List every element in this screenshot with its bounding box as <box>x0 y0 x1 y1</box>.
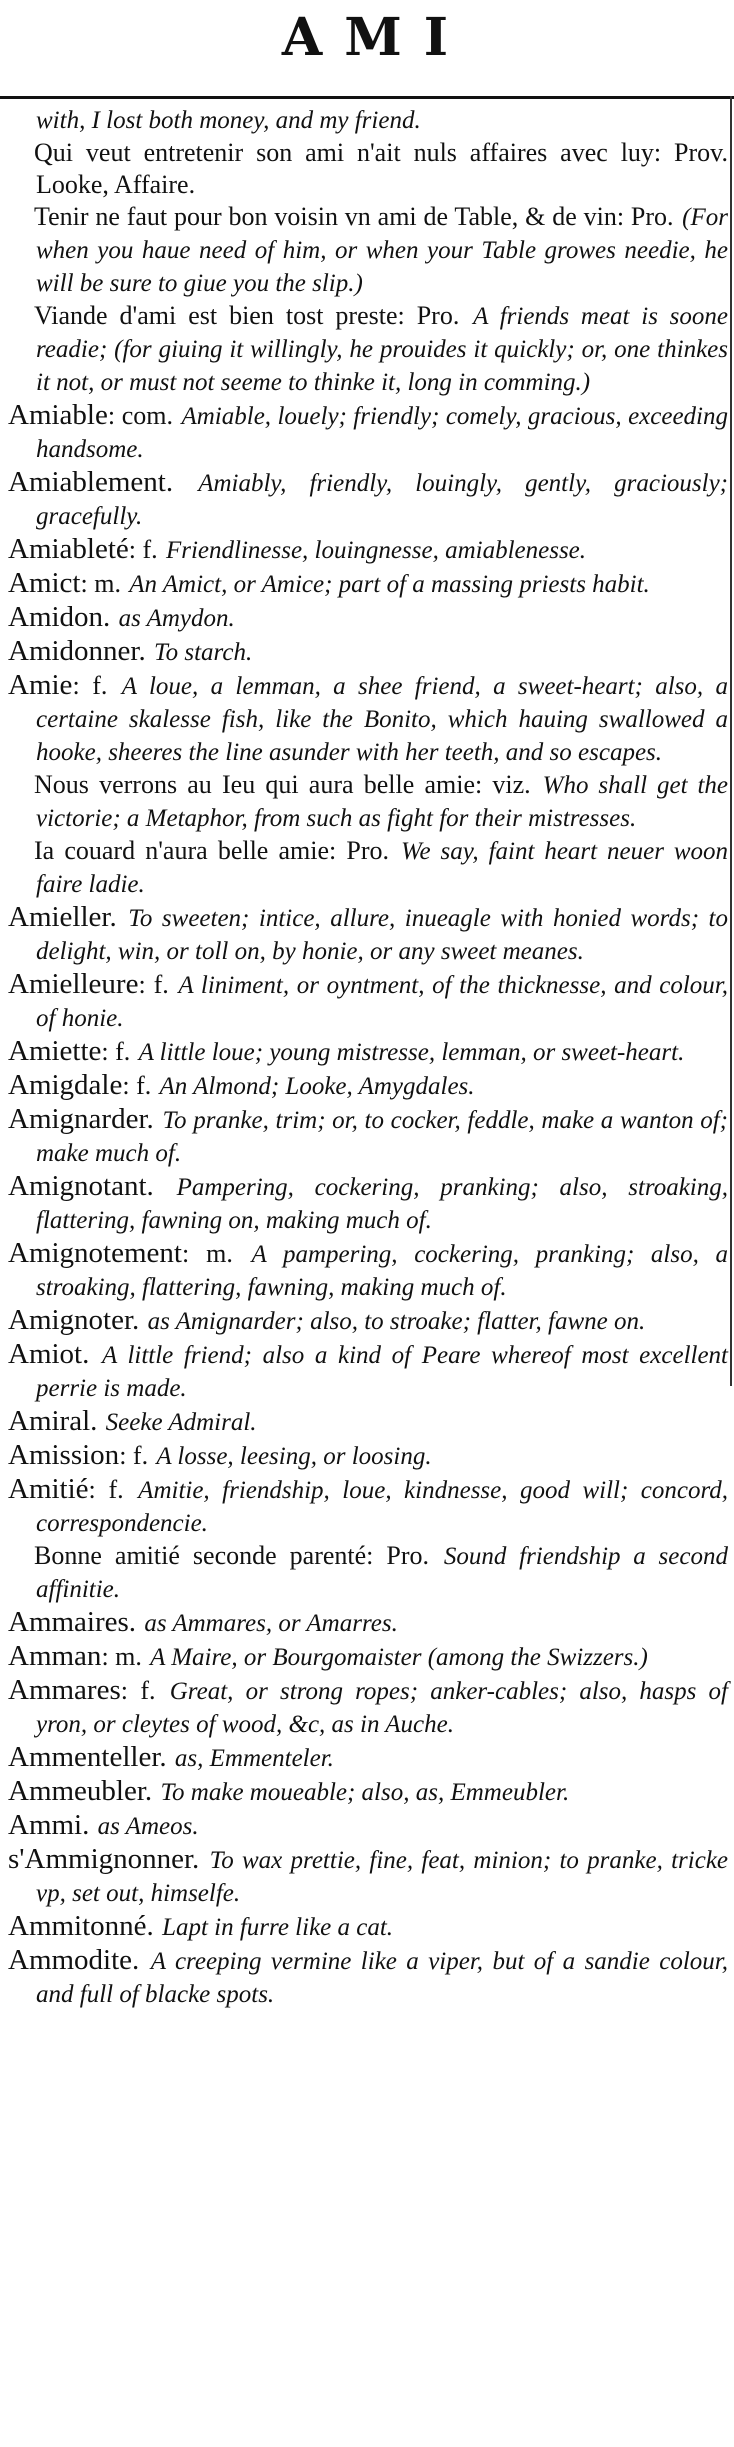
dictionary-entry <box>6 1606 728 1640</box>
english-definition: A Maire, or Bourgomaister (among the Swizzers.) <box>150 1644 648 1671</box>
dictionary-entry <box>6 1944 728 2011</box>
dictionary-entry <box>6 399 728 466</box>
headword: Amitié <box>8 1473 89 1505</box>
headword: Amignarder. <box>8 1103 154 1135</box>
dictionary-entry <box>6 968 728 1035</box>
dictionary-entry <box>6 1237 728 1304</box>
french-text: : f. <box>101 1037 131 1066</box>
sub-entry <box>6 835 728 901</box>
english-definition: as Ammares, or Amarres. <box>144 1610 398 1637</box>
headword: Amignotant. <box>8 1170 154 1202</box>
dictionary-entry <box>6 1103 728 1170</box>
dictionary-entry <box>6 567 728 601</box>
english-definition: Sound friendship a second affinitie. <box>36 1543 728 1603</box>
dictionary-entry <box>6 466 728 533</box>
english-definition: as, Emmenteler. <box>174 1745 334 1772</box>
headword: Amie <box>8 669 73 701</box>
english-definition: An Almond; Looke, Amygdales. <box>159 1073 475 1100</box>
dictionary-entry <box>6 1338 728 1405</box>
header-rule <box>0 96 734 99</box>
sub-entry <box>6 769 728 835</box>
english-definition: Friendlinesse, louingnesse, amiablenesse. <box>165 537 587 564</box>
headword: Amission <box>8 1439 120 1471</box>
french-text: Qui veut entretenir son ami n'ait nuls affaires avec luy: Prov. Looke, Affaire. <box>34 138 728 199</box>
page-header: AMI <box>281 7 471 68</box>
dictionary-entry <box>6 669 728 769</box>
dictionary-entry <box>6 1405 728 1439</box>
dictionary-entry <box>6 1910 728 1944</box>
english-definition: with, I lost both money, and my friend. <box>36 107 421 134</box>
headword: Ammodite. <box>8 1944 140 1976</box>
headword: Ammaires. <box>8 1606 137 1638</box>
french-text: Viande d'ami est bien tost preste: Pro. <box>34 301 460 330</box>
dictionary-column <box>0 104 728 2011</box>
french-text: : com. <box>107 401 174 430</box>
english-definition: A little friend; also a kind of Peare whereof most excellent perrie is made. <box>36 1342 728 1402</box>
dictionary-entry <box>6 1035 728 1069</box>
dictionary-entry <box>6 1439 728 1473</box>
english-definition: Great, or strong ropes; anker-cables; also, hasps of yron, or cleytes of wood, &c, as in Auche. <box>36 1678 729 1738</box>
french-text: : m. <box>181 1239 233 1268</box>
headword: Amict <box>8 567 81 599</box>
headword: Amigdale <box>8 1069 123 1101</box>
dictionary-entry <box>6 1640 728 1674</box>
headword: s'Ammignonner. <box>8 1843 200 1875</box>
english-definition: Amiable, louely; friendly; comely, gracious, exceeding handsome. <box>36 403 728 463</box>
headword: Amiable <box>8 399 108 431</box>
dictionary-entry <box>6 635 728 669</box>
dictionary-entry <box>6 1809 728 1843</box>
english-definition: To sweeten; intice, allure, inueagle with honied words; to delight, win, or toll on, by honie, or any sweet meanes. <box>36 905 729 965</box>
headword: Amignotement <box>8 1237 182 1269</box>
french-text: Bonne amitié seconde parenté: Pro. <box>34 1541 430 1570</box>
english-definition: as Amydon. <box>118 605 235 632</box>
french-text: Tenir ne faut pour bon voisin vn ami de Table, & de vin: Pro. <box>34 202 674 231</box>
entry-continuation <box>6 104 728 137</box>
english-definition: as Amignarder; also, to stroake; flatter, fawne on. <box>147 1308 646 1335</box>
english-definition: To pranke, trim; or, to cocker, feddle, make a wanton of; make much of. <box>36 1107 728 1167</box>
english-definition: A loue, a lemman, a shee friend, a sweet-heart; also, a certaine skalesse fish, like the Bonito, which hauing swallowed a hooke, sheeres the line asunder with her teeth, and so escapes. <box>36 673 728 766</box>
french-text: : f. <box>122 1071 152 1100</box>
dictionary-entry <box>6 1843 728 1910</box>
english-definition: A pampering, cockering, pranking; also, a stroaking, flattering, fawning, making much of. <box>36 1241 728 1301</box>
english-definition: A little loue; young mistresse, lemman, or sweet-heart. <box>138 1039 685 1066</box>
dictionary-entry <box>6 1304 728 1338</box>
french-text: : f. <box>88 1475 124 1504</box>
english-definition: We say, faint heart neuer woon faire ladie. <box>36 838 728 898</box>
english-definition: A creeping vermine like a viper, but of a sandie colour, and full of blacke spots. <box>36 1948 728 2008</box>
english-definition: An Amict, or Amice; part of a massing priests habit. <box>129 571 650 598</box>
french-text: : m. <box>101 1642 142 1671</box>
headword: Amiette <box>8 1035 102 1067</box>
english-definition: To make moueable; also, as, Emmeubler. <box>160 1779 570 1806</box>
headword: Amman <box>8 1640 102 1672</box>
dictionary-entry <box>6 1170 728 1237</box>
sub-entry <box>6 137 728 201</box>
english-definition: as Ameos. <box>97 1813 199 1840</box>
french-text: Nous verrons au Ieu qui aura belle amie: viz. <box>34 770 531 799</box>
english-definition: To starch. <box>154 639 253 666</box>
french-text: : f. <box>72 671 108 700</box>
french-text: : f. <box>138 970 169 999</box>
french-text: : f. <box>120 1676 156 1705</box>
headword: Amidonner. <box>8 635 146 667</box>
headword: Amiral. <box>8 1405 98 1437</box>
english-definition: Amiably, friendly, louingly, gently, graciously; gracefully. <box>36 470 728 530</box>
french-text: : f. <box>128 535 158 564</box>
english-definition: To wax prettie, fine, feat, minion; to pranke, tricke vp, set out, himselfe. <box>36 1847 729 1907</box>
sub-entry <box>6 201 728 300</box>
headword: Ammeubler. <box>8 1775 153 1807</box>
french-text: Ia couard n'aura belle amie: Pro. <box>34 836 390 865</box>
english-definition: (For when you haue need of him, or when your Table growes needie, he will be sure to giue you the slip.) <box>36 204 728 297</box>
dictionary-entry <box>6 1674 728 1741</box>
dictionary-entry <box>6 601 728 635</box>
headword: Amiot. <box>8 1338 90 1370</box>
headword: Ammitonné. <box>8 1910 154 1942</box>
headword: Amielleure <box>8 968 139 1000</box>
dictionary-entry <box>6 1775 728 1809</box>
english-definition: A friends meat is soone readie; (for giuing it willingly, he prouides it quickly; or, one thinkes it not, or must not seeme to thinke it, long in comming.) <box>36 303 728 396</box>
sub-entry <box>6 1540 728 1606</box>
english-definition: Lapt in furre like a cat. <box>162 1914 394 1941</box>
dictionary-entry <box>6 1069 728 1103</box>
headword: Ammares <box>8 1674 121 1706</box>
headword: Amieller. <box>8 901 117 933</box>
sub-entry <box>6 300 728 399</box>
headword: Amidon. <box>8 601 111 633</box>
headword: Amignoter. <box>8 1304 140 1336</box>
english-definition: Who shall get the victorie; a Metaphor, from such as fight for their mistresses. <box>36 772 729 832</box>
column-rule <box>730 96 732 1386</box>
dictionary-entry <box>6 1473 728 1540</box>
english-definition: Seeke Admiral. <box>105 1409 257 1436</box>
dictionary-entry <box>6 1741 728 1775</box>
english-definition: A losse, leesing, or loosing. <box>156 1443 432 1470</box>
english-definition: Amitie, friendship, loue, kindnesse, good will; concord, correspondencie. <box>36 1477 729 1537</box>
english-definition: Pampering, cockering, pranking; also, stroaking, flattering, fawning on, making much of. <box>36 1174 728 1234</box>
dictionary-entry <box>6 533 728 567</box>
french-text: : f. <box>119 1441 149 1470</box>
headword: Amiablement. <box>8 466 174 498</box>
french-text: : m. <box>80 569 121 598</box>
headword: Amiableté <box>8 533 129 565</box>
dictionary-entry <box>6 901 728 968</box>
headword: Ammenteller. <box>8 1741 167 1773</box>
english-definition: A liniment, or oyntment, of the thicknesse, and colour, of honie. <box>36 972 729 1032</box>
headword: Ammi. <box>8 1809 90 1841</box>
